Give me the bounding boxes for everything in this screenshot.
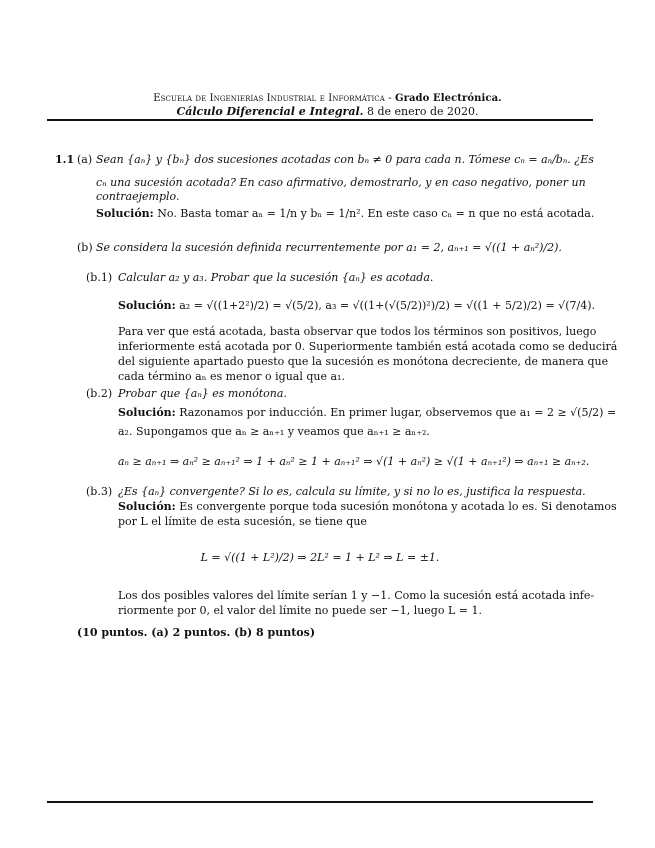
part-b3-text-line1: Es convergente porque toda sucesión monótona y acotada lo es. Si denotamos: [179, 500, 617, 513]
part-b1-solution-math: a₂ = √((1+2²)/2) = √(5/2), a₃ = √((1+(√(5/2))²)/2) = √((1 + 5/2)/2) = √(7/4).: [179, 299, 595, 312]
header-school-line: [0, 93, 655, 104]
part-b3-limit-equation: L = √((1 + L²)/2) ⇒ 2L² = 1 + L² ⇒ L = ±1.: [200, 551, 440, 564]
part-b3-text-line3: Los dos posibles valores del límite serían 1 y −1. Como la sucesión está acotada infe-: [118, 589, 595, 602]
points-summary: (10 puntos. (a) 2 puntos. (b) 8 puntos): [77, 626, 316, 639]
part-b2-statement: Probar que {aₙ} es monótona.: [118, 387, 287, 400]
part-a-statement-line1: Sean {aₙ} y {bₙ} dos sucesiones acotadas con bₙ ≠ 0 para cada n. Tómese cₙ = aₙ/bₙ. ¿Es: [96, 153, 594, 166]
part-a-solution-text: No. Basta tomar aₙ = 1/n y bₙ = 1/n². En este caso cₙ = n que no está acotada.: [157, 207, 595, 220]
degree-name: Grado Electrónica.: [394, 93, 502, 104]
solution-label: Solución:: [96, 207, 154, 220]
solution-label: Solución:: [118, 406, 176, 419]
part-b2-text-line1: Razonamos por inducción. En primer lugar, observemos que a₁ = 2 ≥ √(5/2) =: [179, 406, 617, 419]
part-b-statement: Se considera la sucesión definida recurrentemente por a₁ = 2, aₙ₊₁ = √((1 + aₙ²)/2).: [96, 241, 562, 254]
header-course-line: [0, 105, 655, 118]
part-b1-label: (b.1): [86, 271, 113, 284]
part-b-label: (b): [77, 241, 93, 254]
part-b1-solution: [118, 298, 595, 313]
header-rule: [47, 119, 593, 121]
part-a-statement-line2: cₙ una sucesión acotada? En caso afirmativo, demostrarlo, y en caso negativo, poner un: [96, 176, 586, 189]
part-b3-solution: [118, 499, 617, 514]
part-b1-statement: Calcular a₂ y a₃. Probar que la sucesión {aₙ} es acotada.: [118, 271, 434, 284]
part-a-statement-line3: contraejemplo.: [96, 190, 180, 203]
part-b2-text-line2: a₂. Supongamos que aₙ ≥ aₙ₊₁ y veamos que aₙ₊₁ ≥ aₙ₊₂.: [118, 425, 430, 438]
part-b3-text-line4: riormente por 0, el valor del límite no puede ser −1, luego L = 1.: [118, 604, 482, 617]
part-b2-solution: [118, 405, 616, 420]
problem-number: 1.1: [55, 153, 75, 166]
part-a-label: (a): [77, 153, 93, 166]
part-b3-label: (b.3): [86, 485, 113, 498]
part-b1-text-line4: cada término aₙ es menor o igual que a₁.: [118, 370, 345, 383]
course-name: Cálculo Diferencial e Integral.: [176, 105, 364, 118]
part-b2-label: (b.2): [86, 387, 113, 400]
part-b1-text-line1: Para ver que está acotada, basta observar que todos los términos son positivos, luego: [118, 325, 597, 338]
part-b3-text-line2: por L el límite de esta sucesión, se tiene que: [118, 515, 367, 528]
part-b1-text-line3: del siguiente apartado puesto que la sucesión es monótona decreciente, de manera que: [118, 355, 609, 368]
school-name: Escuela de Ingenierías Industrial e Informática -: [153, 93, 392, 104]
part-b1-text-line2: inferiormente está acotada por 0. Superiormente también está acotada como se deducirá: [118, 340, 618, 353]
footer-rule: [47, 801, 593, 803]
part-a-solution: [96, 206, 594, 221]
solution-label: Solución:: [118, 299, 176, 312]
part-b2-implication-chain: aₙ ≥ aₙ₊₁ ⇒ aₙ² ≥ aₙ₊₁² ⇒ 1 + aₙ² ≥ 1 + aₙ₊₁² ⇒ √(1 + aₙ²) ≥ √(1 + aₙ₊₁²) ⇒ aₙ₊₁ ≥ aₙ₊₂.: [118, 455, 590, 468]
solution-label: Solución:: [118, 500, 176, 513]
part-b3-statement: ¿Es {aₙ} convergente? Si lo es, calcula su límite, y si no lo es, justifica la respuesta.: [118, 485, 586, 498]
exam-date: 8 de enero de 2020.: [366, 105, 479, 118]
